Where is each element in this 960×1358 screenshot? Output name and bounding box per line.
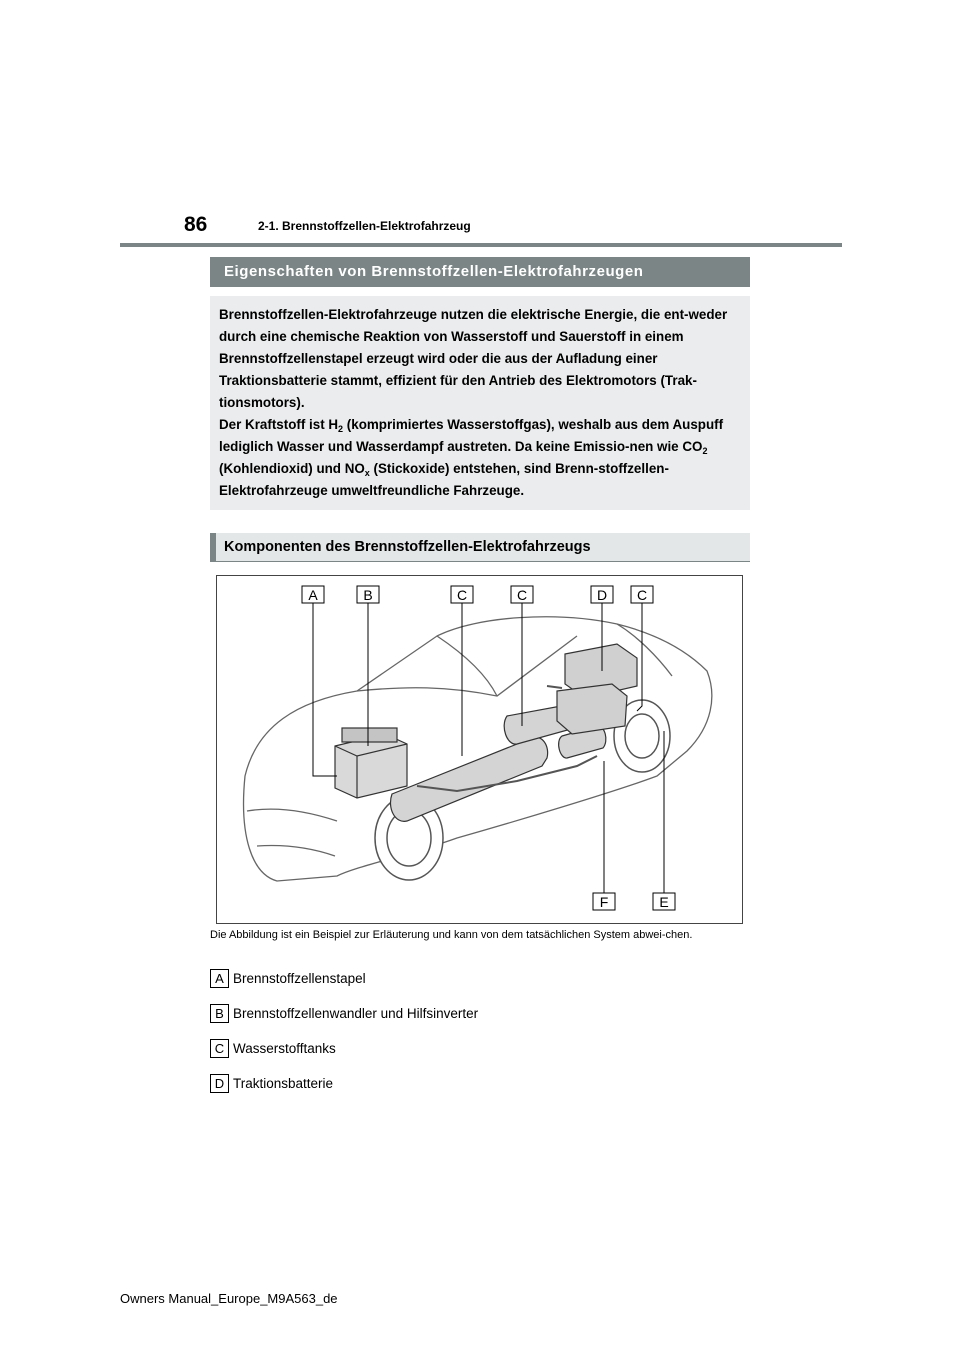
para2-text-4: (Stickoxide) entstehen, sind Brenn-stoffzellen-Elektrofahrzeuge umweltfreundliche Fahrzeuge.	[219, 461, 669, 498]
callout-label-d: D	[596, 587, 608, 603]
footer-text: Owners Manual_Europe_M9A563_de	[120, 1291, 338, 1306]
legend-text-c: Wasserstofftanks	[233, 1041, 336, 1056]
para2-text-2: (komprimiertes Wasserstoffgas), weshalb aus dem Auspuff lediglich Wasser und Wasserdampf austreten. Da keine Emissio-nen wie CO	[219, 417, 724, 454]
info-paragraph-1: Brennstoffzellen-Elektrofahrzeuge nutzen die elektrische Energie, die ent-weder durch eine chemische Reaktion von Wasserstoff und Sauerstoff in einem Brennstoffzellenstapel erzeugt wird oder die aus der Aufladung einer Traktionsbatterie stammt, effizient für den Antrieb des Elektromotors (Trak-tionsmotors).	[219, 307, 728, 410]
section-banner-title: Eigenschaften von Brennstoffzellen-Elektrofahrzeugen	[224, 263, 644, 280]
components-heading	[210, 533, 750, 561]
heading-accent-bar	[210, 533, 216, 561]
info-box	[210, 296, 750, 510]
heading-underline	[210, 561, 750, 562]
legend-text-d: Traktionsbatterie	[233, 1076, 334, 1091]
figure-caption: Die Abbildung ist ein Beispiel zur Erläuterung und kann von dem tatsächlichen System abwei-chen.	[210, 929, 693, 941]
components-heading-title: Komponenten des Brennstoffzellen-Elektrofahrzeugs	[224, 539, 591, 555]
legend-badge-d: D	[210, 1074, 229, 1093]
para2-text-1: Der Kraftstoff ist H	[219, 417, 339, 432]
callout-label-e: E	[659, 894, 669, 910]
page-number: 86	[184, 213, 208, 236]
para2-sub-1: 2	[338, 424, 344, 434]
callout-label-c2: C	[516, 587, 528, 603]
legend-text-a: Brennstoffzellenstapel	[233, 971, 366, 986]
header-divider	[120, 243, 842, 247]
callout-label-b: B	[363, 587, 373, 603]
info-paragraph-2	[219, 414, 744, 502]
callout-label-c3: C	[636, 587, 648, 603]
legend-text-b: Brennstoffzellenwandler und Hilfsinverter	[233, 1006, 479, 1021]
para2-sub-3: x	[364, 468, 370, 478]
para2-sub-2: 2	[702, 446, 708, 456]
vehicle-illustration	[217, 576, 742, 923]
section-breadcrumb: 2-1. Brennstoffzellen-Elektrofahrzeug	[258, 219, 471, 233]
callout-label-f: F	[599, 894, 609, 910]
section-banner	[210, 257, 750, 287]
legend-badge-b: B	[210, 1004, 229, 1023]
legend-badge-c: C	[210, 1039, 229, 1058]
callout-label-c1: C	[456, 587, 468, 603]
callout-label-a: A	[308, 587, 318, 603]
para2-text-3: (Kohlendioxid) und NO	[219, 461, 365, 476]
legend-badge-a: A	[210, 969, 229, 988]
vehicle-components-figure	[216, 575, 743, 924]
traction-battery	[557, 644, 637, 734]
fuel-cell-stack	[335, 728, 407, 798]
